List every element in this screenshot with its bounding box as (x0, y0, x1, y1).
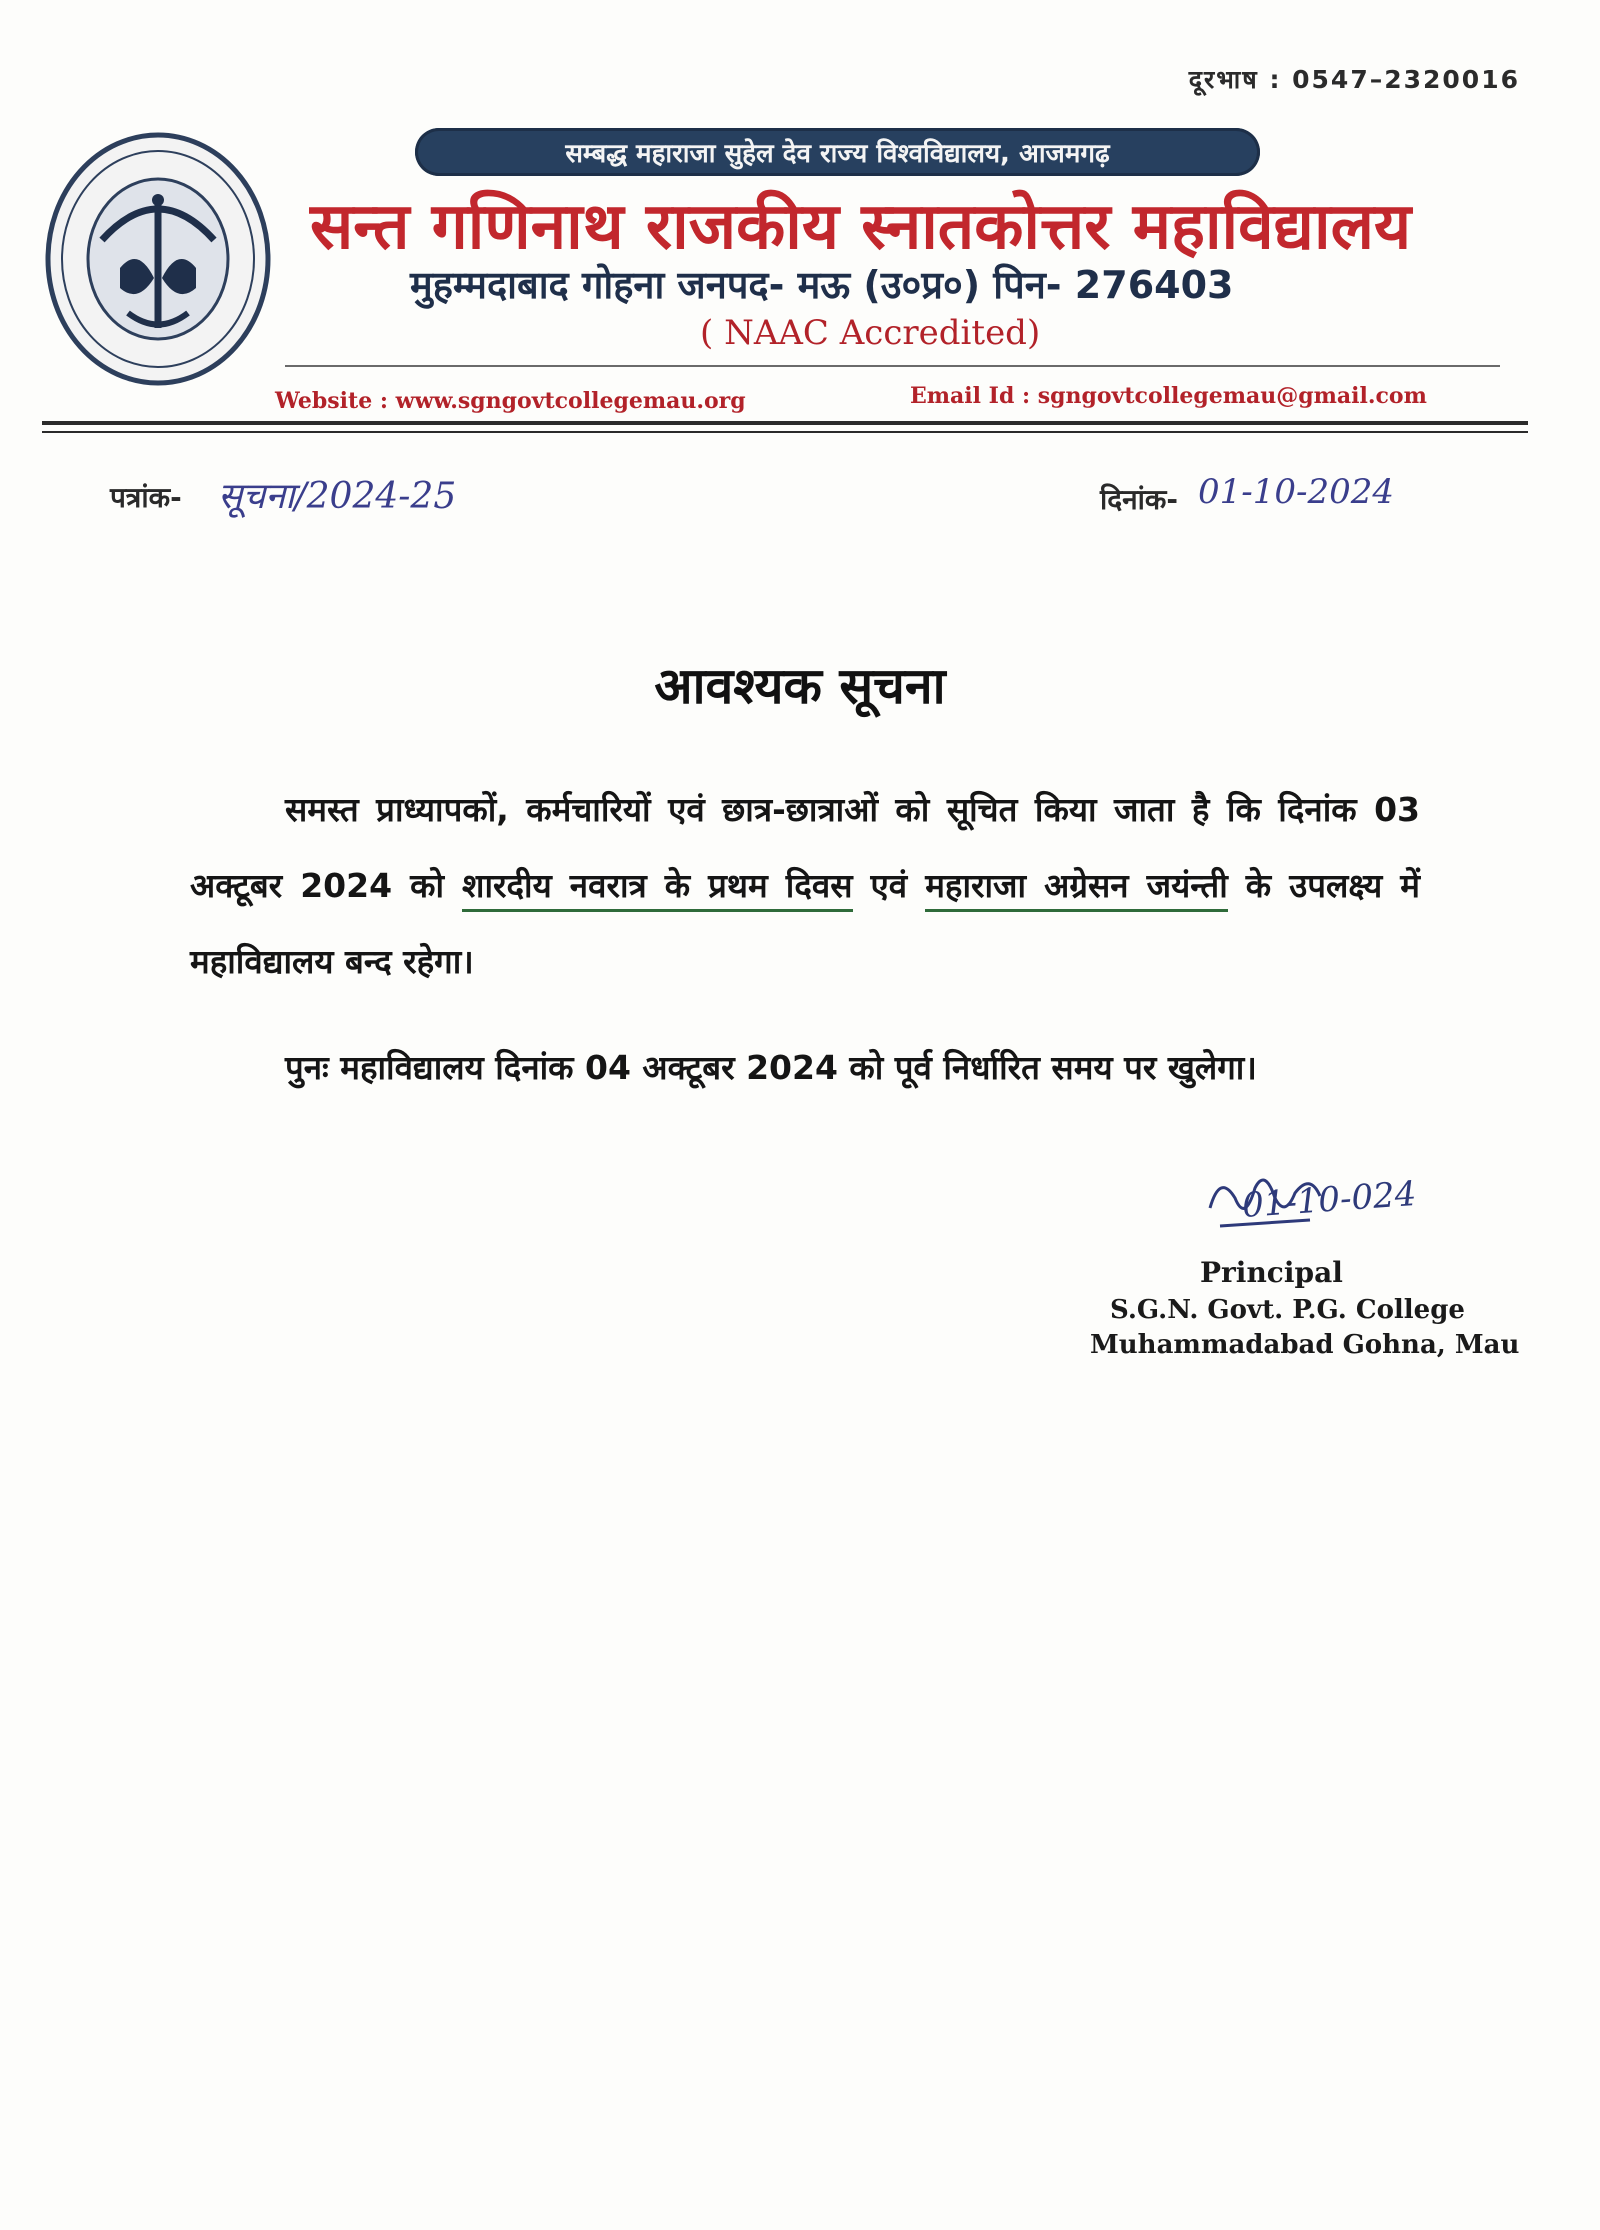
notice-date: 01-10-2024 (1198, 472, 1395, 512)
signatory-title: Principal (1200, 1256, 1343, 1289)
notice-paragraph-1 (190, 772, 1420, 1000)
p1-underlined-jayanti: महाराजा अग्रेसन जयंन्ती (925, 866, 1228, 912)
notice-title: आवश्यक सूचना (654, 657, 946, 715)
header-divider (285, 365, 1500, 367)
date-label: दिनांक- (1100, 483, 1179, 516)
signature-date: 01-10-024 (1240, 1173, 1418, 1227)
notice-paragraph-2: पुनः महाविद्यालय दिनांक 04 अक्टूबर 2024 को पूर्व निर्धारित समय पर खुलेगा। (285, 1048, 1257, 1087)
college-name: सन्त गणिनाथ राजकीय स्नातकोत्तर महाविद्यालय (310, 190, 1412, 264)
up-govt-seal-icon (42, 128, 274, 390)
p1-text-b: एवं (852, 866, 926, 905)
reference-label: पत्रांक- (110, 481, 182, 514)
phone-number: दूरभाष : 0547–2320016 (1188, 65, 1520, 94)
naac-accreditation: ( NAAC Accredited) (700, 313, 1041, 353)
college-address: मुहम्मदाबाद गोहना जनपद- मऊ (उ०प्र०) पिन- 276403 (410, 263, 1234, 307)
signatory-place: Muhammadabad Gohna, Mau (1090, 1330, 1520, 1360)
website-link[interactable]: Website : www.sgngovtcollegemau.org (275, 388, 746, 414)
affiliation-banner: सम्बद्ध महाराजा सुहेल देव राज्य विश्वविद्यालय, आजमगढ़ (415, 128, 1260, 176)
p1-text-c: के उपलक्ष्य में महाविद्यालय बन्द रहेगा। (190, 866, 1421, 981)
letterhead-rule (42, 421, 1528, 425)
letterhead-rule-secondary (42, 431, 1528, 433)
email-link[interactable]: Email Id : sgngovtcollegemau@gmail.com (910, 383, 1427, 409)
p1-text-a: समस्त प्राध्यापकों, कर्मचारियों एवं छात्र-छात्राओं को सूचित किया जाता है कि दिनांक 03 अक्टूबर 2024 को (190, 790, 1420, 905)
reference-number: सूचना/2024-25 (218, 476, 457, 517)
p1-underlined-festival: शारदीय नवरात्र के प्रथम दिवस (462, 866, 852, 912)
signatory-college: S.G.N. Govt. P.G. College (1110, 1295, 1465, 1325)
